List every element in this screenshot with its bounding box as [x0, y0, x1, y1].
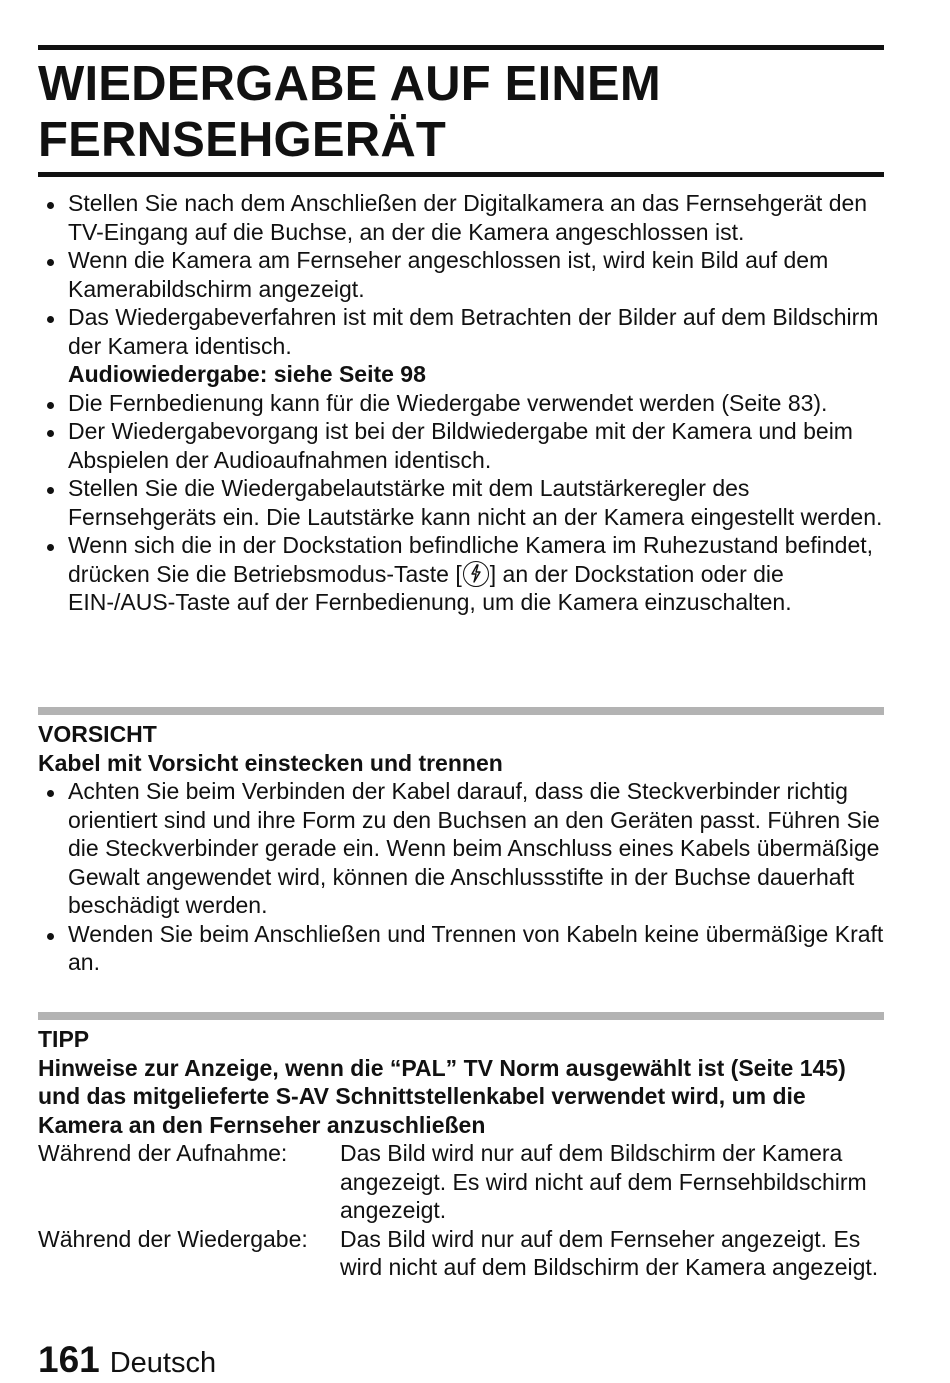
- operation-mode-button-icon: [463, 561, 489, 587]
- bullet-dot-icon: [47, 202, 54, 209]
- caution-heading: Kabel mit Vorsicht einstecken und trennen: [38, 749, 503, 776]
- table-row: [38, 1139, 884, 1225]
- list-item: Wenn sich die in der Dockstation befindliche Kamera im Ruhezustand befindet, drücken Sie die Betriebsmodus-Taste [ ] an der Dockstation oder die EIN-/AUS-Taste auf der Fernbedienung, um die Kamera einzuschalten.: [38, 531, 884, 617]
- list-item: Achten Sie beim Verbinden der Kabel darauf, dass die Steckverbinder richtig orientiert sind und ihre Form zu den Buchsen an den Geräten passt. Führen Sie die Steckverbinder gerade ein. Wenn beim Anschluss eines Kabels übermäßige Gewalt angewendet wird, können die Anschlussstifte in der Buchse dauerhaft beschädigt werden.: [38, 777, 884, 920]
- list-item: Der Wiedergabevorgang ist bei der Bildwiedergabe mit der Kamera und beim Abspielen der Audioaufnahmen identisch.: [38, 417, 884, 474]
- bullet-dot-icon: [47, 544, 54, 551]
- main-bullet-list: [38, 189, 884, 617]
- tip-section: [38, 1025, 884, 1282]
- page-footer: [38, 1340, 216, 1380]
- list-item: Wenden Sie beim Anschließen und Trennen von Kabeln keine übermäßige Kraft an.: [38, 920, 884, 977]
- bullet-dot-icon: [47, 790, 54, 797]
- page-title-line-1: WIEDERGABE AUF EINEM: [38, 57, 661, 111]
- audio-playback-note: Audiowiedergabe: siehe Seite 98: [68, 361, 426, 387]
- tip-table: [38, 1139, 884, 1282]
- tip-heading: Hinweise zur Anzeige, wenn die “PAL” TV Norm ausgewählt ist (Seite 145) und das mitgelieferte S-AV Schnittstellenkabel verwendet wird, um die Kamera an den Fernseher anzuschließen: [38, 1054, 846, 1138]
- tip-divider: [38, 1012, 884, 1020]
- main-bullet-section: [38, 189, 884, 617]
- tip-label: TIPP: [38, 1026, 90, 1052]
- caution-divider: [38, 707, 884, 715]
- tip-row-text: Das Bild wird nur auf dem Fernseher angezeigt. Es wird nicht auf dem Bildschirm der Kamera angezeigt.: [340, 1225, 879, 1280]
- caution-bullet-list: [38, 777, 884, 977]
- tip-row-label: Während der Aufnahme:: [38, 1140, 288, 1166]
- bullet-dot-icon: [47, 487, 54, 494]
- bullet-dot-icon: [47, 402, 54, 409]
- page-title-line-2: FERNSEHGERÄT: [38, 113, 447, 167]
- list-item: Wenn die Kamera am Fernseher angeschlossen ist, wird kein Bild auf dem Kamerabildschirm angezeigt.: [38, 246, 884, 303]
- bullet-dot-icon: [47, 933, 54, 940]
- title-top-rule: [38, 45, 884, 50]
- list-item: Stellen Sie die Wiedergabelautstärke mit dem Lautstärkeregler des Fernsehgeräts ein. Die Lautstärke kann nicht an der Kamera eingestellt werden.: [38, 474, 884, 531]
- page-language: Deutsch: [109, 1347, 217, 1379]
- page-title: [38, 56, 884, 168]
- tip-row-text: Das Bild wird nur auf dem Bildschirm der Kamera angezeigt. Es wird nicht auf dem Fernsehbildschirm angezeigt.: [340, 1140, 867, 1223]
- bullet-dot-icon: [47, 316, 54, 323]
- caution-label: VORSICHT: [38, 721, 157, 747]
- bullet-dot-icon: [47, 430, 54, 437]
- list-item: Die Fernbedienung kann für die Wiedergabe verwendet werden (Seite 83).: [38, 389, 884, 418]
- table-row: [38, 1225, 884, 1282]
- tip-row-label: Während der Wiedergabe:: [38, 1225, 308, 1252]
- caution-section: [38, 720, 884, 977]
- title-bottom-rule: [38, 172, 884, 177]
- page-number: 161: [38, 1339, 100, 1380]
- bullet-dot-icon: [47, 259, 54, 266]
- list-item: Stellen Sie nach dem Anschließen der Digitalkamera an das Fernsehgerät den TV-Eingang auf die Buchse, an der die Kamera angeschlossen ist.: [38, 189, 884, 246]
- list-item: Das Wiedergabeverfahren ist mit dem Betrachten der Bilder auf dem Bildschirm der Kamera identisch. Audiowiedergabe: siehe Seite 98: [38, 303, 884, 389]
